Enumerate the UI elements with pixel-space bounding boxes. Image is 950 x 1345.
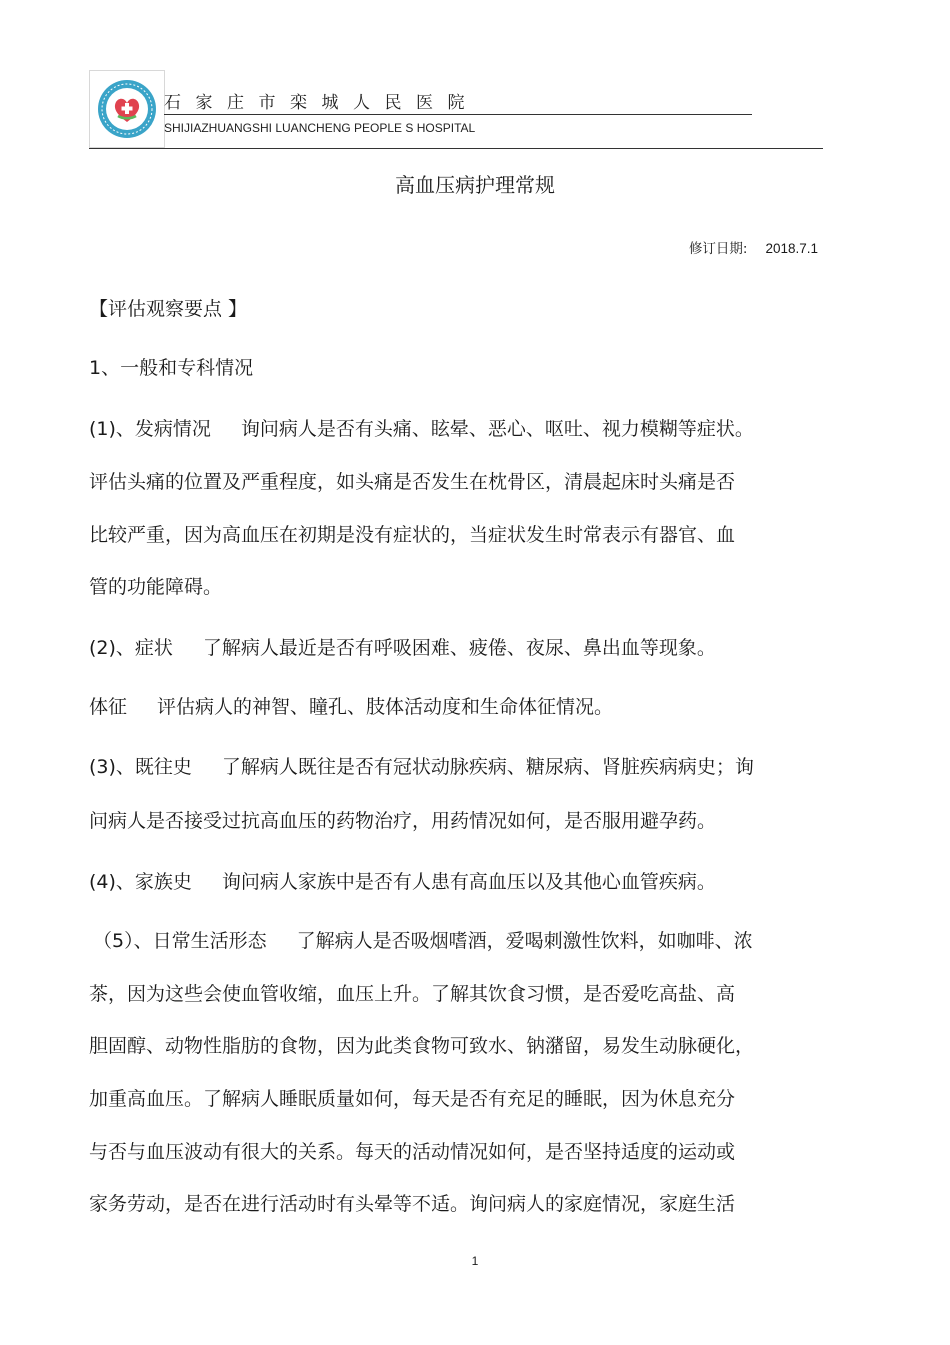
item-label: (4)、家族史 xyxy=(89,871,192,893)
paragraph-line: 与否与血压波动有很大的关系。每天的活动情况如何，是否坚持适度的运动或 xyxy=(89,1141,736,1163)
hospital-name-english: SHIJIAZHUANGSHI LUANCHENG PEOPLE S HOSPITAL xyxy=(164,121,476,135)
hospital-name-underline xyxy=(164,114,752,115)
hospital-name-chinese: 石家庄市栾城人民医院 xyxy=(164,93,479,113)
paragraph-line: 问病人是否接受过抗高血压的药物治疗，用药情况如何，是否服用避孕药。 xyxy=(89,810,717,832)
item-text: 询问病人家族中是否有人患有高血压以及其他心血管疾病。 xyxy=(221,871,716,893)
item-label: (3)、既往史 xyxy=(89,756,192,778)
paragraph-line xyxy=(93,926,753,953)
item-label: (1)、发病情况 xyxy=(89,418,211,440)
paragraph-line xyxy=(89,692,613,719)
section-heading: 【评估观察要点 】 xyxy=(89,298,248,320)
paragraph-line: 评估头痛的位置及严重程度，如头痛是否发生在枕骨区，清晨起床时头痛是否 xyxy=(89,471,736,493)
revision-info xyxy=(689,237,818,257)
paragraph-line: 家务劳动，是否在进行活动时有头晕等不适。询问病人的家庭情况，家庭生活 xyxy=(89,1193,736,1215)
paragraph-line xyxy=(89,752,754,779)
item-text: 评估病人的神智、瞳孔、肢体活动度和生命体征情况。 xyxy=(157,696,614,718)
paragraph-line xyxy=(89,867,716,894)
item-text: 了解病人是否吸烟嗜酒，爱喝刺激性饮料，如咖啡、浓 xyxy=(296,930,753,952)
revision-date: 2018.7.1 xyxy=(765,241,818,256)
item-label: 体征 xyxy=(89,696,128,718)
paragraph-line: 胆固醇、动物性脂肪的食物，因为此类食物可致水、钠潴留，易发生动脉硬化， xyxy=(89,1035,755,1057)
page-number: 1 xyxy=(471,1254,479,1268)
item-text: 询问病人是否有头痛、眩晕、恶心、呕吐、视力模糊等症状。 xyxy=(240,418,754,440)
hospital-logo xyxy=(89,70,165,148)
item-text: 了解病人既往是否有冠状动脉疾病、糖尿病、肾脏疾病病史；询 xyxy=(221,756,754,778)
paragraph-line: 管的功能障碍。 xyxy=(89,576,223,598)
paragraph-line: 加重高血压。了解病人睡眠质量如何，每天是否有充足的睡眠，因为休息充分 xyxy=(89,1088,736,1110)
hospital-logo-icon xyxy=(96,78,158,140)
paragraph-line: 比较严重，因为高血压在初期是没有症状的，当症状发生时常表示有器官、血 xyxy=(89,524,736,546)
subsection-heading: 1、一般和专科情况 xyxy=(89,357,254,379)
document-title: 高血压病护理常规 xyxy=(395,173,555,197)
item-label: （5）、日常生活形态 xyxy=(93,930,267,952)
item-text: 了解病人最近是否有呼吸困难、疲倦、夜尿、鼻出血等现象。 xyxy=(202,637,716,659)
paragraph-line xyxy=(89,633,716,660)
header-divider xyxy=(89,148,823,149)
letterhead xyxy=(89,70,823,150)
revision-label: 修订日期: xyxy=(688,241,748,257)
paragraph-line xyxy=(89,414,754,441)
paragraph-line: 茶，因为这些会使血管收缩，血压上升。了解其饮食习惯，是否爱吃高盐、高 xyxy=(89,983,736,1005)
item-label: (2)、症状 xyxy=(89,637,173,659)
